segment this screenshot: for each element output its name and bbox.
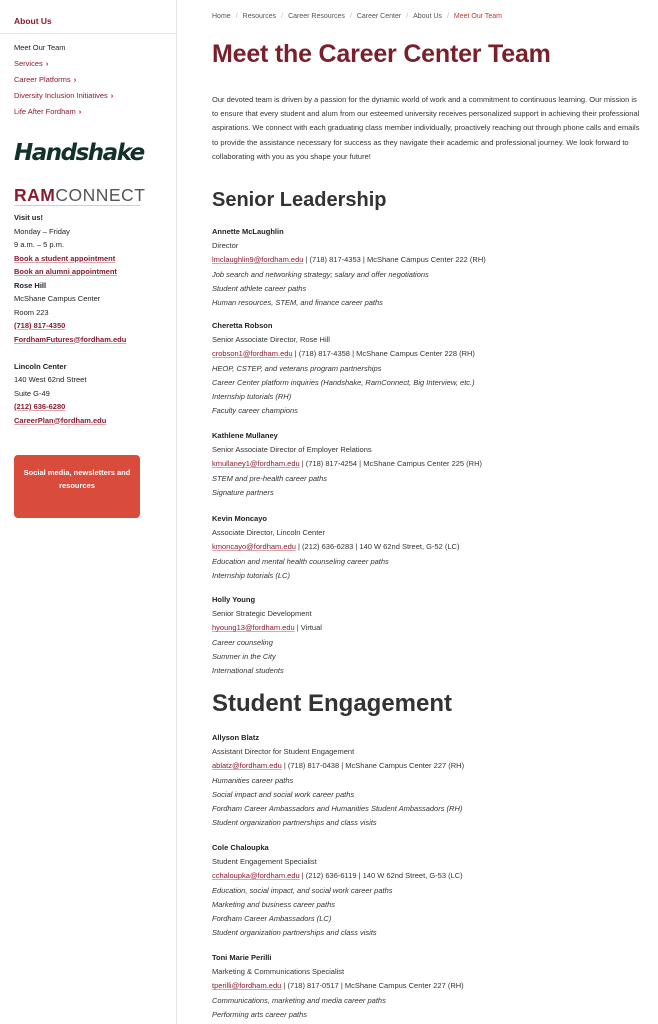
member-note: Humanities career paths	[212, 775, 294, 785]
member-name: Cheretta Robson	[212, 321, 273, 330]
member-name: Kathlene Mullaney	[212, 431, 278, 440]
member-email-link[interactable]: cchaloupka@fordham.edu	[212, 871, 300, 881]
lincoln-center-suite: Suite G-49	[14, 388, 50, 398]
breadcrumb: Home / Resources / Career Resources / Career Center / About Us / Meet Our Team	[212, 13, 503, 20]
member-details: | (718) 817-0438 | McShane Campus Center 227 (RH)	[281, 761, 465, 771]
breadcrumb-current: Meet Our Team	[453, 13, 503, 20]
visit-heading: Visit us!	[14, 213, 44, 222]
member-note: STEM and pre-health career paths	[212, 473, 328, 483]
ramconnect-logo-connect: CONNECT	[55, 185, 146, 205]
member-role: Senior Associate Director, Rose Hill	[212, 335, 330, 345]
ramconnect-logo[interactable]	[14, 185, 145, 206]
member-contact	[212, 253, 642, 267]
team-member	[212, 225, 642, 310]
logo-underline	[14, 205, 140, 206]
member-role: Marketing & Communications Specialist	[212, 967, 345, 977]
rose-hill-address-line: McShane Campus Center	[14, 294, 101, 303]
member-note: Social impact and social work career paths	[212, 789, 355, 799]
team-member	[212, 593, 642, 678]
page-title: Meet the Career Center Team	[212, 40, 551, 68]
sidebar-item-meet-our-team[interactable]	[14, 43, 113, 59]
breadcrumb-career-resources[interactable]: Career Resources	[288, 13, 345, 20]
team-member	[212, 319, 642, 418]
member-note: HEOP, CSTEP, and veterans program partnerships	[212, 363, 382, 373]
ramconnect-logo-ram: RAM	[14, 185, 56, 205]
chevron-right-icon: ›	[78, 107, 82, 116]
member-role: Assistant Director for Student Engagement	[212, 747, 355, 757]
section-heading-senior-leadership: Senior Leadership	[212, 189, 387, 211]
sidebar-item-life-after-fordham[interactable]	[14, 107, 113, 123]
member-name: Holly Young	[212, 595, 256, 604]
member-contact	[212, 457, 642, 471]
spacer	[14, 346, 174, 360]
chevron-right-icon: ›	[45, 59, 49, 68]
lincoln-center-heading: Lincoln Center	[14, 361, 67, 371]
member-note: Education, social impact, and social work career paths	[212, 885, 393, 895]
breadcrumb-about-us[interactable]: About Us	[413, 13, 442, 20]
member-role: Student Engagement Specialist	[212, 857, 317, 867]
team-member	[212, 731, 642, 830]
rose-hill-heading: Rose Hill	[14, 280, 47, 290]
member-email-link[interactable]: tperilli@fordham.edu	[212, 981, 282, 991]
rose-hill-room: Room 223	[14, 307, 49, 317]
sidebar-item-label: Meet Our Team	[14, 43, 66, 52]
handshake-logo[interactable]: Handshake	[14, 140, 144, 166]
member-name: Allyson Blatz	[212, 733, 260, 742]
team-member	[212, 512, 642, 583]
member-details: | (212) 636-6119 | 140 W 62nd Street, G-53 (LC)	[299, 871, 463, 881]
team-member	[212, 951, 642, 1022]
member-details: | (718) 817-4358 | McShane Campus Center 228 (RH)	[292, 349, 475, 359]
social-media-button[interactable]: Social media, newsletters and resources	[14, 455, 140, 518]
member-details: | (718) 817-4353 | McShane Campus Center 222 (RH)	[303, 255, 486, 265]
visit-days: Monday – Friday	[14, 226, 70, 236]
sidebar-item-career-platforms[interactable]	[14, 75, 113, 91]
book-student-appointment-link[interactable]: Book a student appointment	[14, 253, 116, 263]
member-note: Performing arts career paths	[212, 1009, 308, 1019]
rose-hill-phone-link[interactable]: (718) 817-4350	[14, 321, 66, 330]
sidebar-item-label: Services	[14, 59, 43, 68]
visit-hours: 9 a.m. – 5 p.m.	[14, 240, 65, 249]
member-name: Annette McLaughlin	[212, 227, 284, 236]
member-contact	[212, 540, 642, 554]
member-note: Communications, marketing and media career paths	[212, 995, 386, 1005]
breadcrumb-resources[interactable]: Resources	[242, 13, 277, 20]
member-note: Student athlete career paths	[212, 283, 307, 293]
member-note: Education and mental health counseling career paths	[212, 556, 389, 566]
rose-hill-email-link[interactable]: FordhamFutures@fordham.edu	[14, 334, 127, 344]
sidebar-item-services[interactable]	[14, 59, 113, 75]
member-note: Summer in the City	[212, 651, 276, 661]
member-email-link[interactable]: lmclaughlin9@fordham.edu	[212, 255, 304, 265]
breadcrumb-career-center[interactable]: Career Center	[356, 13, 402, 20]
member-note: Career Center platform inquiries (Handshake, RamConnect, Big Interview, etc.)	[212, 377, 475, 387]
lincoln-center-phone-link[interactable]: (212) 636-6280	[14, 402, 66, 411]
team-member	[212, 429, 642, 500]
member-note: Career counseling	[212, 637, 273, 647]
member-note: Signature partners	[212, 487, 274, 497]
member-email-link[interactable]: kmullaney1@fordham.edu	[212, 459, 300, 469]
member-note: Marketing and business career paths	[212, 899, 335, 909]
member-note: Student organization partnerships and class visits	[212, 928, 377, 938]
member-contact	[212, 979, 642, 993]
member-name: Toni Marie Perilli	[212, 953, 272, 962]
member-details: | (718) 817-4254 | McShane Campus Center 225 (RH)	[299, 459, 482, 469]
sidebar-item-diversity[interactable]	[14, 91, 113, 107]
contact-info	[14, 211, 174, 427]
member-note: International students	[212, 666, 284, 676]
member-role: Senior Associate Director of Employer Relations	[212, 445, 372, 455]
sidebar-item-label: Life After Fordham	[14, 107, 76, 116]
member-role: Senior Strategic Development	[212, 609, 312, 619]
member-note: Internship tutorials (LC)	[212, 570, 290, 580]
member-email-link[interactable]: hyoung13@fordham.edu	[212, 623, 295, 633]
member-email-link[interactable]: crobson1@fordham.edu	[212, 349, 293, 359]
chevron-right-icon: ›	[110, 91, 114, 100]
member-name: Cole Chaloupka	[212, 843, 269, 852]
breadcrumb-home[interactable]: Home	[212, 13, 231, 20]
member-note: Fordham Career Ambassadors and Humanities Student Ambassadors (RH)	[212, 804, 463, 814]
member-note: Fordham Career Ambassadors (LC)	[212, 914, 332, 924]
chevron-right-icon: ›	[73, 75, 77, 84]
member-contact	[212, 347, 642, 361]
member-note: Student organization partnerships and class visits	[212, 818, 377, 828]
sidebar-nav	[14, 43, 113, 123]
lincoln-center-address-line: 140 West 62nd Street	[14, 375, 87, 384]
member-contact	[212, 759, 642, 773]
sidebar-title-about-us[interactable]: About Us	[14, 16, 52, 26]
member-email-link[interactable]: kmoncayo@fordham.edu	[212, 542, 296, 552]
section-heading-student-engagement: Student Engagement	[212, 690, 453, 717]
sidebar-divider	[0, 33, 176, 34]
member-contact	[212, 869, 642, 883]
member-note: Human resources, STEM, and finance career paths	[212, 298, 383, 308]
team-member	[212, 841, 642, 940]
member-details: | (718) 817-0517 | McShane Campus Center 227 (RH)	[281, 981, 464, 991]
book-alumni-appointment-link[interactable]: Book an alumni appointment	[14, 267, 117, 276]
member-details: | (212) 636-6283 | 140 W 62nd Street, G-52 (LC)	[295, 542, 460, 552]
member-role: Associate Director, Lincoln Center	[212, 528, 325, 538]
member-note: Faculty career champions	[212, 406, 298, 416]
sidebar	[0, 0, 177, 1024]
sidebar-item-label: Career Platforms	[14, 75, 71, 84]
member-email-link[interactable]: ablatz@fordham.edu	[212, 761, 282, 771]
member-name: Kevin Moncayo	[212, 514, 268, 523]
lincoln-center-email-link[interactable]: CareerPlan@fordham.edu	[14, 415, 107, 425]
member-contact	[212, 621, 642, 635]
sidebar-item-label: Diversity Inclusion Initiatives	[14, 91, 108, 100]
member-details: | Virtual	[294, 623, 322, 633]
member-note: Job search and networking strategy; salary and offer negotiations	[212, 269, 429, 279]
intro-paragraph: Our devoted team is driven by a passion for the dynamic world of work and a commitment to continuous learning. Our mission is to ensure that every student and alum from our esteemed university receives personalized support in achieving their professional aspirations. We connect with each graduating class member individually, proactively reaching out through phone calls and emails to provide the assistance necessary for success as they navigate their academic and professional journey. We look forward to collaborating with you as you shape your future!	[212, 95, 640, 161]
member-role: Director	[212, 241, 239, 251]
member-note: Internship tutorials (RH)	[212, 392, 292, 402]
